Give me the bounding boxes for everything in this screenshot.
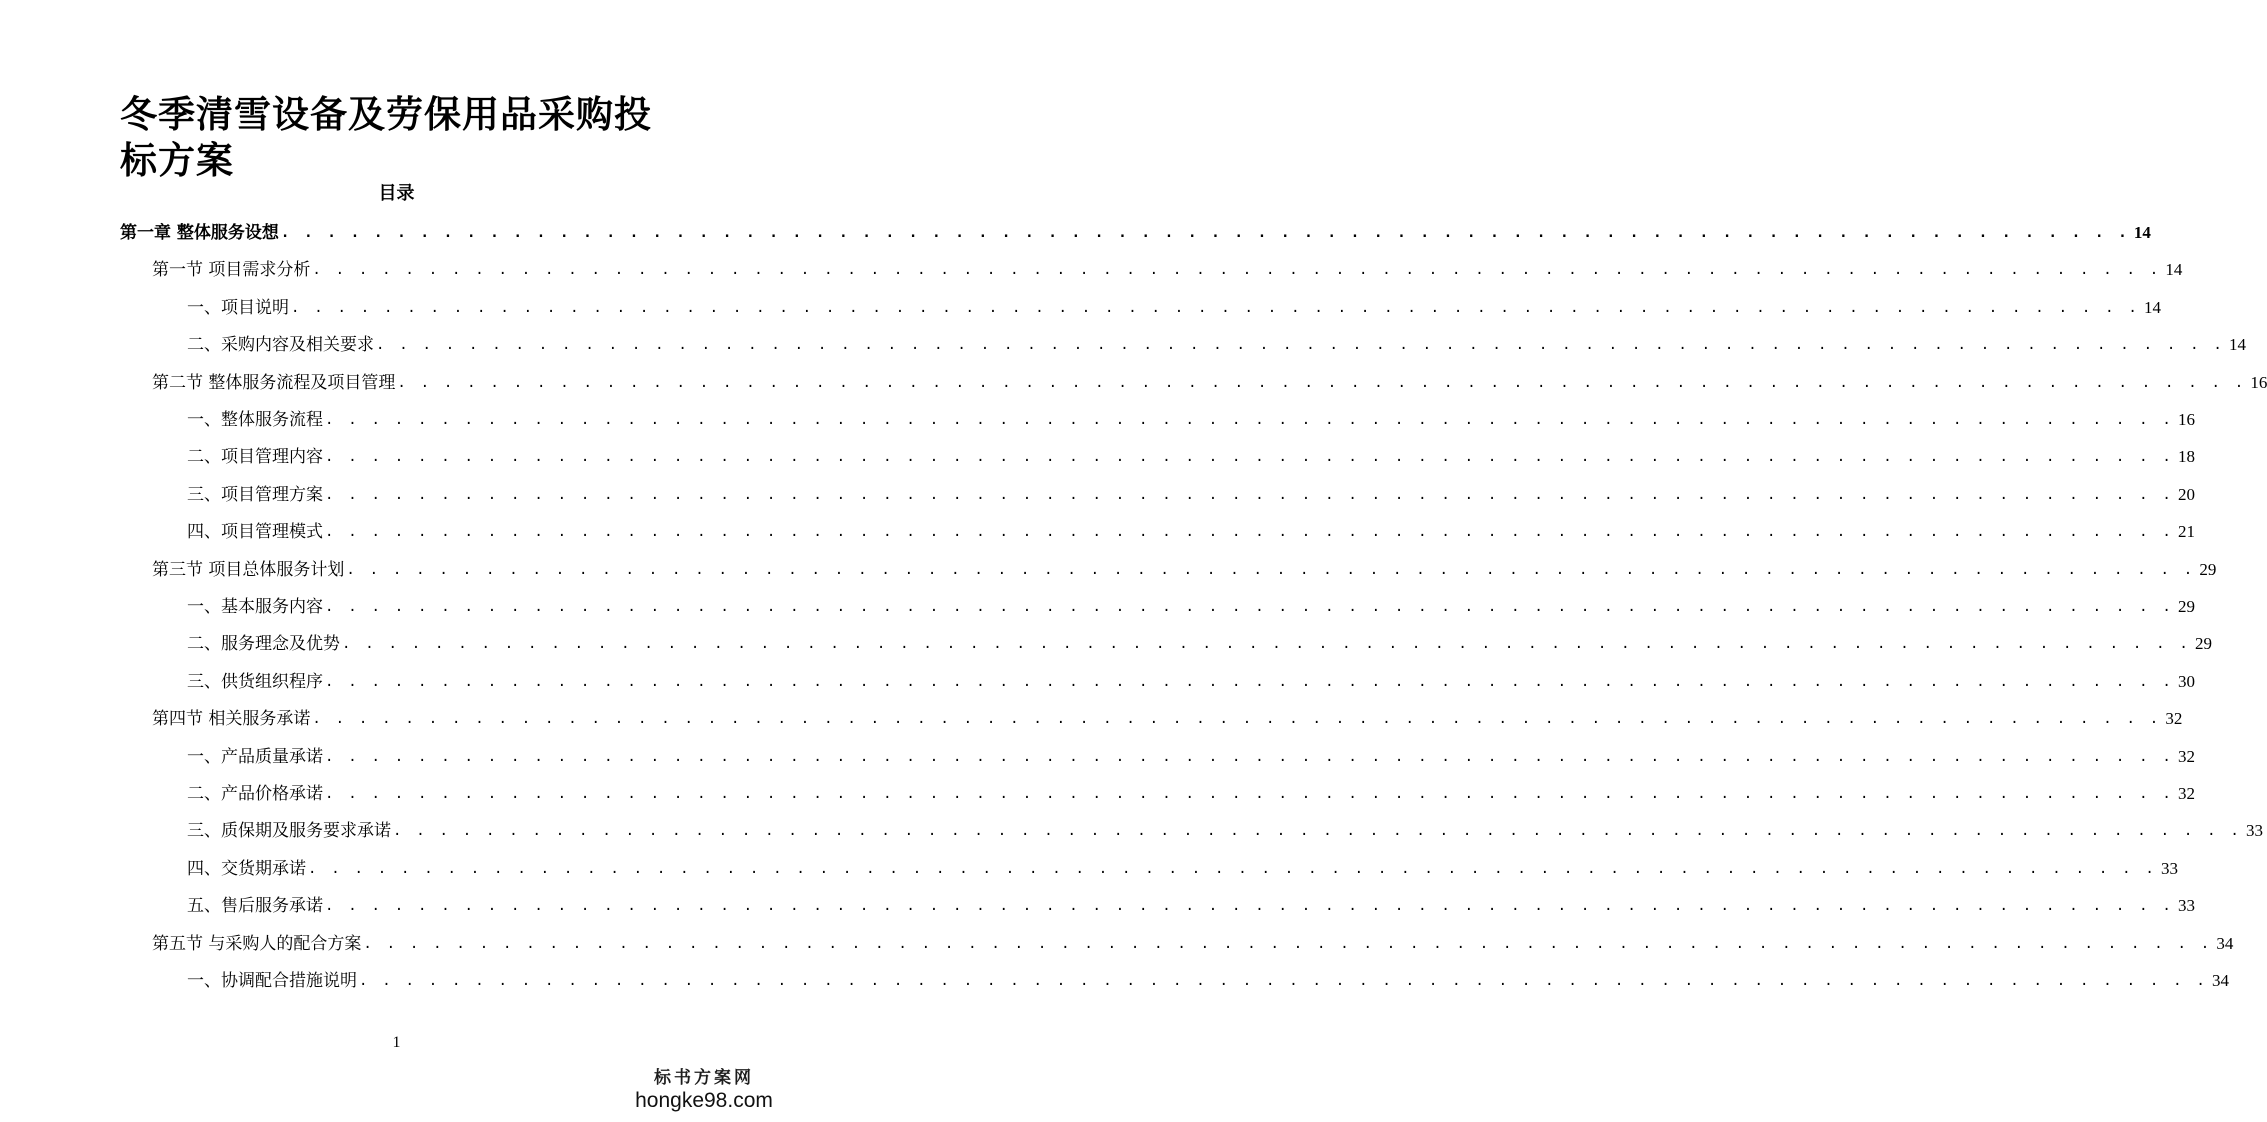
toc-entry[interactable] [187,625,2212,655]
toc-entry-label: 第一章 整体服务设想 [120,223,279,243]
toc-entry[interactable] [187,850,2178,880]
toc-dot-leader: . . . . . . . . . . . . . . . . . . . . . . . . . . . . . . . . . . . . . . . . . . . . . . . . . . . . . . . . . . . . . . . . . . . . . . . . . . . . . . . . [325,524,2174,541]
toc-entry[interactable] [187,401,2195,431]
toc-dot-leader: . . . . . . . . . . . . . . . . . . . . . . . . . . . . . . . . . . . . . . . . . . . . . . . . . . . . . . . . . . . . . . . . . . . . . . . . . . . . . . . . [397,374,2247,391]
toc-entry[interactable] [187,289,2161,319]
toc-entry-label: 一、项目说明 [187,297,289,318]
toc-entry-page: 14 [2165,260,2183,280]
toc-entry-label: 一、基本服务内容 [187,597,323,617]
toc-entry-label: 四、交货期承诺 [187,858,306,879]
toc-entry[interactable] [187,588,2195,618]
toc-entry-label: 二、项目管理内容 [187,447,323,468]
toc-dot-leader: . . . . . . . . . . . . . . . . . . . . . . . . . . . . . . . . . . . . . . . . . . . . . . . . . . . . . . . . . . . . . . . . . . . . . . . . . . . . . . . . [376,337,2225,354]
toc-entry[interactable] [187,663,2195,693]
toc-dot-leader: . . . . . . . . . . . . . . . . . . . . . . . . . . . . . . . . . . . . . . . . . . . . . . . . . . . . . . . . . . . . . . . . . . . . . . . . . . . . . . . . [325,786,2174,802]
toc-entry-label: 一、协调配合措施说明 [187,971,357,991]
toc-entry-label: 二、服务理念及优势 [187,634,340,655]
toc-entry-page: 29 [2177,597,2195,616]
toc-entry[interactable] [187,775,2195,805]
toc-dot-leader: . . . . . . . . . . . . . . . . . . . . . . . . . . . . . . . . . . . . . . . . . . . . . . . . . . . . . . . . . . . . . . . . . . . . . . . . . . . . . . . . [325,898,2174,915]
toc-entry-page: 34 [2216,933,2234,953]
toc-entry-label: 一、整体服务流程 [187,410,323,430]
toc-dot-leader: . . . . . . . . . . . . . . . . . . . . . . . . . . . . . . . . . . . . . . . . . . . . . . . . . . . . . . . . . . . . . . . . . . . . . . . . . . . . . . . . [325,599,2174,615]
toc-entry-page: 21 [2177,522,2195,542]
toc-dot-leader: . . . . . . . . . . . . . . . . . . . . . . . . . . . . . . . . . . . . . . . . . . . . . . . . . . . . . . . . . . . . . . . . . . . . . . . . . . . . . . . . [312,711,2162,728]
toc-entry[interactable] [152,251,2183,281]
toc-entry-label: 三、供货组织程序 [187,671,323,692]
toc-entry-label: 二、产品价格承诺 [187,784,323,804]
watermark-logo [629,1068,779,1114]
toc-dot-leader: . . . . . . . . . . . . . . . . . . . . . . . . . . . . . . . . . . . . . . . . . . . . . . . . . . . . . . . . . . . . . . . . . . . . . . . . . . . . . . . . [308,860,2157,877]
toc-entry[interactable] [187,887,2195,917]
toc-heading: 目录 [378,183,415,204]
toc-entry-label: 第三节 项目总体服务计划 [152,559,345,580]
toc-entry-label: 一、产品质量承诺 [187,746,323,767]
toc-entry-label: 第四节 相关服务承诺 [152,709,311,730]
toc-dot-leader: . . . . . . . . . . . . . . . . . . . . . . . . . . . . . . . . . . . . . . . . . . . . . . . . . . . . . . . . . . . . . . . . . . . . . . . . . . . . . . . . [325,486,2174,503]
document-title: 冬季清雪设备及劳保用品采购投标方案 [120,93,652,182]
toc-dot-leader: . . . . . . . . . . . . . . . . . . . . . . . . . . . . . . . . . . . . . . . . . . . . . . . . . . . . . . . . . . . . . . . . . . . . . . . . . . . . . . . . [393,823,2242,840]
toc-entry-label: 四、项目管理模式 [187,522,323,543]
toc-entry-page: 14 [2143,297,2161,317]
toc-entry[interactable] [187,476,2195,506]
toc-entry[interactable] [152,364,2267,394]
toc-entry-page: 20 [2177,484,2195,504]
toc-entry-label: 二、采购内容及相关要求 [187,335,374,356]
toc-entry-page: 33 [2245,821,2263,841]
toc-entry-label: 三、质保期及服务要求承诺 [187,821,391,842]
toc-entry[interactable] [187,513,2195,543]
toc-entry-page: 30 [2177,671,2195,691]
toc-dot-leader: . . . . . . . . . . . . . . . . . . . . . . . . . . . . . . . . . . . . . . . . . . . . . . . . . . . . . . . . . . . . . . . . . . . . . . . . . . . . . . . . [325,673,2174,690]
toc-entry-label: 五、售后服务承诺 [187,896,323,917]
toc-entry[interactable] [187,438,2195,468]
toc-dot-leader: . . . . . . . . . . . . . . . . . . . . . . . . . . . . . . . . . . . . . . . . . . . . . . . . . . . . . . . . . . . . . . . . . . . . . . . . . . . . . . . . [325,748,2174,765]
toc-entry-page: 29 [2199,559,2217,579]
toc-dot-leader: . . . . . . . . . . . . . . . . . . . . . . . . . . . . . . . . . . . . . . . . . . . . . . . . . . . . . . . . . . . . . . . . . . . . . . . . . . . . . . . . [325,412,2174,428]
toc-entry-page: 32 [2165,709,2183,729]
toc-dot-leader: . . . . . . . . . . . . . . . . . . . . . . . . . . . . . . . . . . . . . . . . . . . . . . . . . . . . . . . . . . . . . . . . . . . . . . . . . . . . . . . . [325,449,2174,466]
toc-dot-leader: . . . . . . . . . . . . . . . . . . . . . . . . . . . . . . . . . . . . . . . . . . . . . . . . . . . . . . . . . . . . . . . . . . . . . . . . . . . . . . . . [363,935,2213,952]
toc-dot-leader: . . . . . . . . . . . . . . . . . . . . . . . . . . . . . . . . . . . . . . . . . . . . . . . . . . . . . . . . . . . . . . . . . . . . . . . . . . . . . . . . [312,262,2162,279]
toc-entry-page: 33 [2160,858,2178,878]
toc-entry-page: 29 [2194,634,2212,654]
toc-entry[interactable] [120,214,2151,244]
toc-entry-label: 第一节 项目需求分析 [152,260,311,281]
toc-entry[interactable] [187,962,2229,992]
toc-entry[interactable] [187,812,2263,842]
watermark-brand-text: 标书方案网 [654,1068,754,1088]
toc-dot-leader: . . . . . . . . . . . . . . . . . . . . . . . . . . . . . . . . . . . . . . . . . . . . . . . . . . . . . . . . . . . . . . . . . . . . . . . . . . . . . . . . [359,973,2208,989]
toc-entry-page: 34 [2211,971,2229,990]
toc-entry-label: 三、项目管理方案 [187,484,323,505]
toc-entry-page: 16 [2250,372,2267,392]
toc-dot-leader: . . . . . . . . . . . . . . . . . . . . . . . . . . . . . . . . . . . . . . . . . . . . . . . . . . . . . . . . . . . . . . . . . . . . . . . . . . . . . . . . [342,636,2191,653]
toc-dot-leader: . . . . . . . . . . . . . . . . . . . . . . . . . . . . . . . . . . . . . . . . . . . . . . . . . . . . . . . . . . . . . . . . . . . . . . . . . . . . . . . . [280,225,2130,241]
toc-entry-page: 33 [2177,896,2195,916]
toc-dot-leader: . . . . . . . . . . . . . . . . . . . . . . . . . . . . . . . . . . . . . . . . . . . . . . . . . . . . . . . . . . . . . . . . . . . . . . . . . . . . . . . . [291,299,2140,316]
toc-entry[interactable] [152,551,2217,581]
toc-entry-page: 32 [2177,746,2195,766]
toc-entry-page: 32 [2177,784,2195,803]
watermark-site-text: hongke98.com [635,1089,773,1112]
toc-entry[interactable] [187,738,2195,768]
toc-entry-label: 第五节 与采购人的配合方案 [152,933,362,954]
toc-entry-page: 16 [2177,410,2195,429]
toc-entry[interactable] [152,925,2234,955]
toc-entry-label: 第二节 整体服务流程及项目管理 [152,372,396,393]
toc-entry-page: 14 [2228,335,2246,355]
toc-entry[interactable] [152,700,2183,730]
toc-entry-page: 18 [2177,447,2195,467]
toc-entry-page: 14 [2133,223,2151,242]
page-number: 1 [392,1034,401,1051]
toc-dot-leader: . . . . . . . . . . . . . . . . . . . . . . . . . . . . . . . . . . . . . . . . . . . . . . . . . . . . . . . . . . . . . . . . . . . . . . . . . . . . . . . . [346,561,2196,578]
toc-entry[interactable] [187,326,2246,356]
